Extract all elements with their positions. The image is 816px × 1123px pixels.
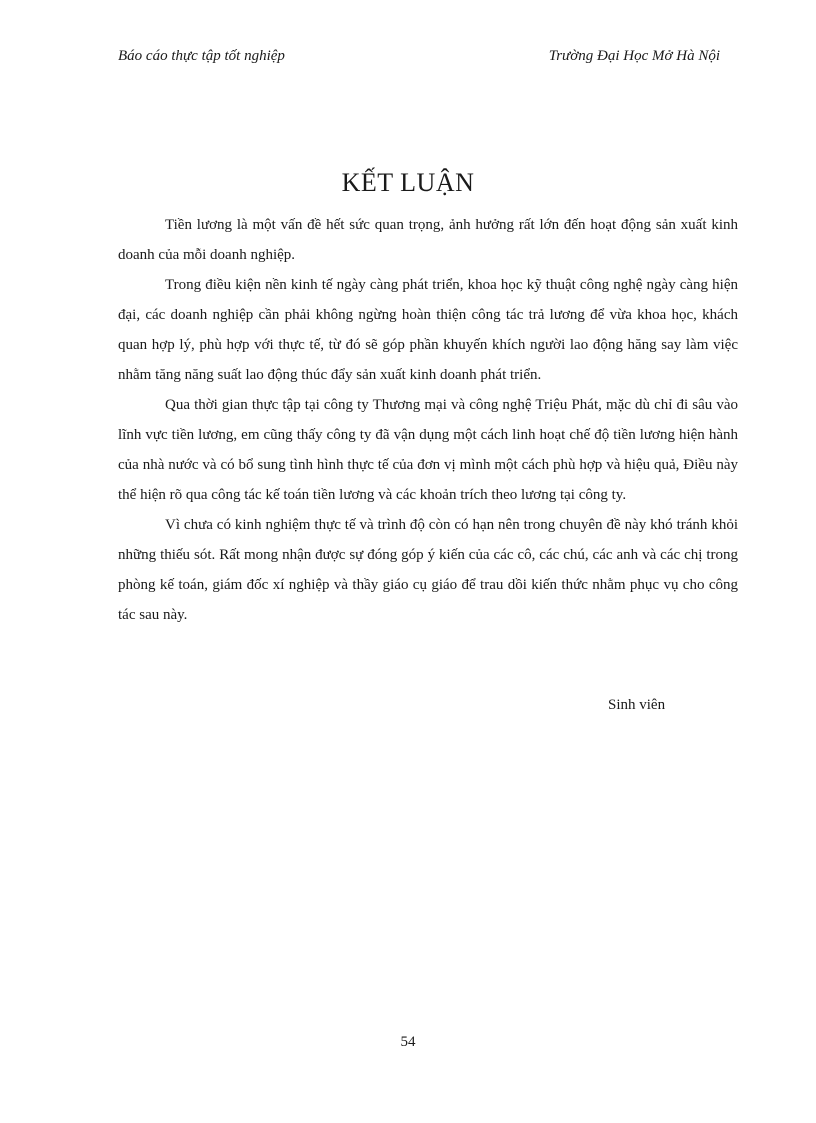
header-university-name: Trường Đại Học Mở Hà Nội — [548, 48, 720, 64]
paragraph-1: Tiền lương là một vấn đề hết sức quan trọng, ảnh hưởng rất lớn đến hoạt động sản xuất kinh doanh của mỗi doanh nghiệp. — [118, 217, 738, 263]
signature-label: Sinh viên — [608, 697, 666, 713]
page-header — [118, 48, 720, 72]
paragraph-2: Trong điều kiện nền kinh tế ngày càng phát triển, khoa học kỹ thuật công nghệ ngày càng hiện đại, các doanh nghiệp cần phải không ngừng hoàn thiện công tác trả lương để vừa khoa học, khách quan hợp lý, phù hợp với thực tế, từ đó sẽ góp phần khuyến khích người lao động hăng say làm việc nhằm tăng năng suất lao động thúc đẩy sản xuất kinh doanh phát triển. — [118, 277, 738, 383]
conclusion-body — [118, 210, 738, 630]
page-number: 54 — [400, 1034, 416, 1050]
paragraph-3: Qua thời gian thực tập tại công ty Thương mại và công nghệ Triệu Phát, mặc dù chỉ đi sâu vào lĩnh vực tiền lương, em cũng thấy công ty đã vận dụng một cách linh hoạt chế độ tiền lương hiện hành của nhà nước và có bổ sung tình hình thực tế của đơn vị mình một cách phù hợp và hiệu quả, Điều này thể hiện rõ qua công tác kế toán tiền lương và các khoản trích theo lương tại công ty. — [118, 397, 738, 503]
header-report-title: Báo cáo thực tập tốt nghiệp — [118, 48, 285, 64]
section-title: KẾT LUẬN — [341, 168, 475, 197]
paragraph-4: Vì chưa có kinh nghiệm thực tế và trình độ còn có hạn nên trong chuyên đề này khó tránh khỏi những thiếu sót. Rất mong nhận được sự đóng góp ý kiến của các cô, các chú, các anh và các chị trong phòng kế toán, giám đốc xí nghiệp và thầy giáo cụ giáo để trau dồi kiến thức nhằm phục vụ cho công tác sau này. — [118, 517, 738, 623]
